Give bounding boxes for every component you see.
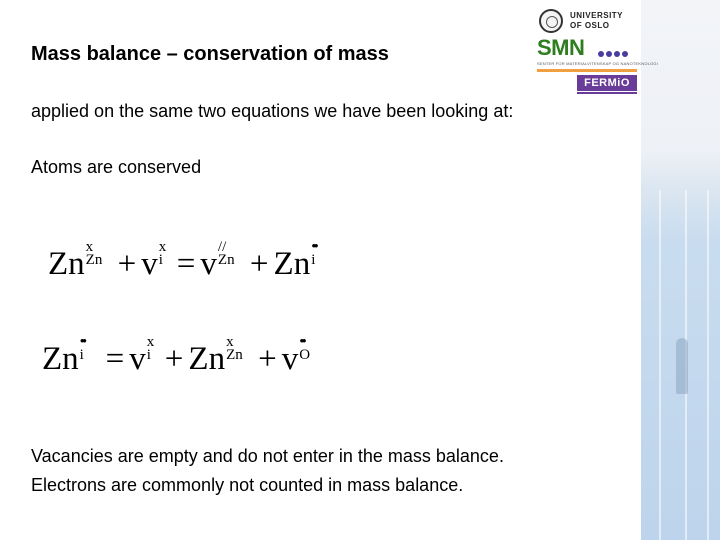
atoms-conserved-text: Atoms are conserved (31, 157, 202, 177)
eq1-op3: + (249, 246, 269, 282)
eq1-term2: v x i (141, 239, 167, 282)
eq2-term1: Zn •• i (42, 334, 85, 377)
eq2-term4: v •• O (281, 334, 311, 377)
logo-area (533, 4, 659, 100)
strip-light-line (707, 190, 709, 540)
smn-dots-icon (598, 44, 630, 62)
eq1-term4: Zn •• i (273, 239, 316, 282)
university-seal-icon (539, 9, 563, 33)
statue-figure (676, 338, 688, 394)
fermio-logo: FERMiO (577, 75, 637, 91)
eq1-term1: Zn x Zn (48, 239, 103, 282)
fermio-underline (577, 92, 637, 94)
eq2-op2: + (164, 341, 184, 377)
smn-logo: SMN (537, 35, 585, 60)
eq1-op2: = (176, 246, 196, 282)
vacancies-text: Vacancies are empty and do not enter in the mass balance. (31, 446, 504, 466)
eq2-term2: v x i (129, 334, 155, 377)
eq1-term3: v // Zn (200, 239, 235, 282)
eq2-op1: = (105, 341, 125, 377)
eq2-term3: Zn x Zn (188, 334, 243, 377)
logo-divider (537, 69, 637, 72)
university-name-line1: UNIVERSITY (570, 11, 624, 20)
slide-title: Mass balance – conservation of mass (31, 43, 389, 65)
eq2-op3: + (258, 341, 277, 377)
intro-text: applied on the same two equations we have been looking at: (31, 101, 514, 121)
strip-light-line (659, 190, 661, 540)
university-name-line2: OF OSLO (570, 21, 610, 30)
decorative-side-strip (641, 0, 720, 540)
electrons-text: Electrons are commonly not counted in mass balance. (31, 475, 464, 495)
equation-2 (42, 336, 320, 376)
university-name (570, 11, 623, 31)
eq1-op1: + (117, 246, 137, 282)
smn-subtitle: SENTER FOR MATERIALVITENSKAP OG NANOTEKNOLOGI (537, 61, 659, 66)
equation-1 (48, 241, 332, 281)
